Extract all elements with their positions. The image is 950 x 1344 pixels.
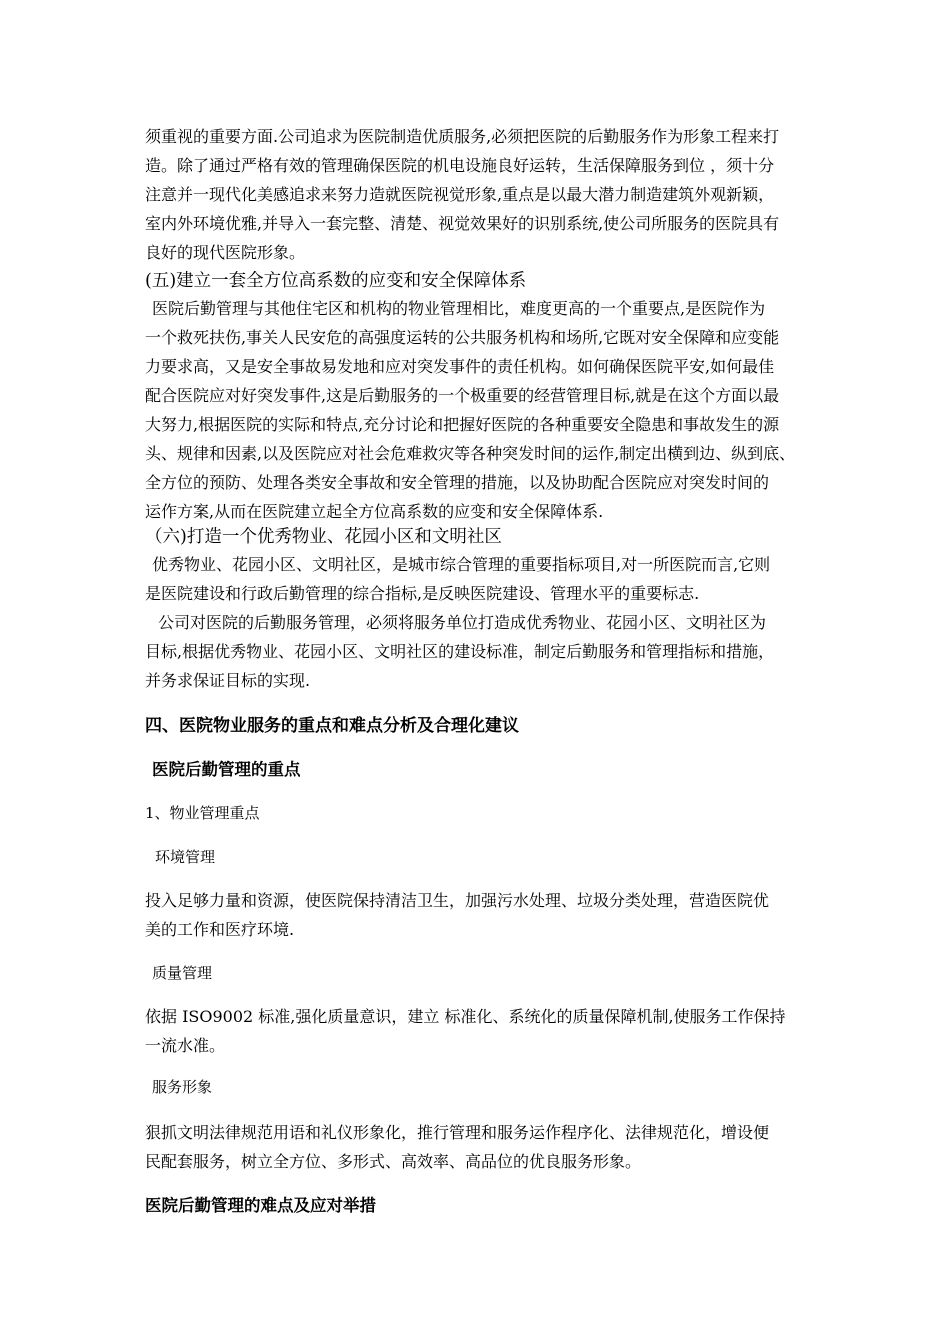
service-paragraph — [145, 1118, 810, 1176]
text-line: 并务求保证目标的实现. — [145, 671, 311, 690]
section6-paragraph-2 — [145, 608, 810, 695]
section6-paragraph-1 — [145, 550, 810, 608]
text-line: 室内外环境优雅,并导入一套完整、清楚、视觉效果好的识别系统,使公司所服务的医院具有 — [145, 214, 780, 233]
text-line: 投入足够力量和资源，使医院保持清洁卫生，加强污水处理、垃圾分类处理，营造医院优 — [145, 891, 770, 910]
text-line: 配合医院应对好突发事件,这是后勤服务的一个极重要的经营管理目标,就是在这个方面以最 — [145, 386, 780, 405]
text-line: 注意并一现代化美感追求来努力造就医院视觉形象,重点是以最大潜力制造建筑外观新颖， — [145, 185, 775, 204]
intro-paragraph — [145, 122, 810, 267]
text-line: 良好的现代医院形象。 — [145, 243, 306, 262]
env-paragraph — [145, 886, 810, 944]
text-line: 大努力,根据医院的实际和特点,充分讨论和把握好医院的各种重要安全隐患和事故发生的源 — [145, 415, 780, 434]
text-line: 目标,根据优秀物业、花园小区、文明社区的建设标准，制定后勤服务和管理指标和措施， — [145, 642, 775, 661]
text-line: 造。除了通过严格有效的管理确保医院的机电设施良好运转，生活保障服务到位 ，须十分 — [145, 156, 775, 175]
text-line: 是医院建设和行政后勤管理的综合指标,是反映医院建设、管理水平的重要标志. — [145, 584, 700, 603]
text-line: 力要求高，又是安全事故易发地和应对突发事件的责任机构。如何确保医院平安,如何最佳 — [145, 357, 775, 376]
text-line: 公司对医院的后勤服务管理，必须将服务单位打造成优秀物业、花园小区、文明社区为 — [158, 613, 767, 632]
text-line: 民配套服务，树立全方位、多形式、高效率、高品位的优良服务形象。 — [145, 1152, 642, 1171]
item-title: 环境管理 — [155, 848, 216, 866]
item-title: 质量管理 — [152, 964, 213, 982]
section-heading: (五)建立一套全方位高系数的应变和安全保障体系 — [145, 271, 527, 291]
text-line: 全方位的预防、处理各类安全事故和安全管理的措施，以及协助配合医院应对突发时间的 — [145, 473, 770, 492]
list-item-title: 1、物业管理重点 — [145, 804, 260, 822]
item-title: 服务形象 — [152, 1078, 213, 1096]
chapter-heading: 四、医院物业服务的重点和难点分析及合理化建议 — [145, 716, 519, 736]
text-line: 狠抓文明法律规范用语和礼仪形象化，推行管理和服务运作程序化、法律规范化，增设便 — [145, 1123, 770, 1142]
sub-heading: 医院后勤管理的重点 — [152, 760, 301, 779]
sub-heading: 医院后勤管理的难点及应对举措 — [145, 1196, 376, 1215]
text-line: 运作方案,从而在医院建立起全方位高系数的应变和安全保障体系. — [145, 502, 604, 521]
text-line: 头、规律和因素,以及医院应对社会危难救灾等各种突发时间的运作,制定出横到边、纵到底、 — [145, 444, 796, 463]
quality-paragraph — [145, 1002, 810, 1060]
text-line: 须重视的重要方面.公司追求为医院制造优质服务,必须把医院的后勤服务作为形象工程来打 — [145, 127, 780, 146]
section-heading: （六)打造一个优秀物业、花园小区和文明社区 — [145, 527, 502, 547]
text-line: 一流水准。 — [145, 1036, 226, 1055]
text-line: 医院后勤管理与其他住宅区和机构的物业管理相比，难度更高的一个重要点,是医院作为 — [152, 299, 766, 318]
section5-paragraph — [145, 294, 810, 526]
text-line: 依据 ISO9002 标准,强化质量意识，建立 标准化、系统化的质量保障机制,使服务工作保持 — [145, 1007, 786, 1026]
text-line: 美的工作和医疗环境. — [145, 920, 295, 939]
text-line: 一个救死扶伤,事关人民安危的高强度运转的公共服务机构和场所,它既对安全保障和应变能 — [145, 328, 780, 347]
text-line: 优秀物业、花园小区、文明社区，是城市综合管理的重要指标项目,对一所医院而言,它则 — [152, 555, 771, 574]
